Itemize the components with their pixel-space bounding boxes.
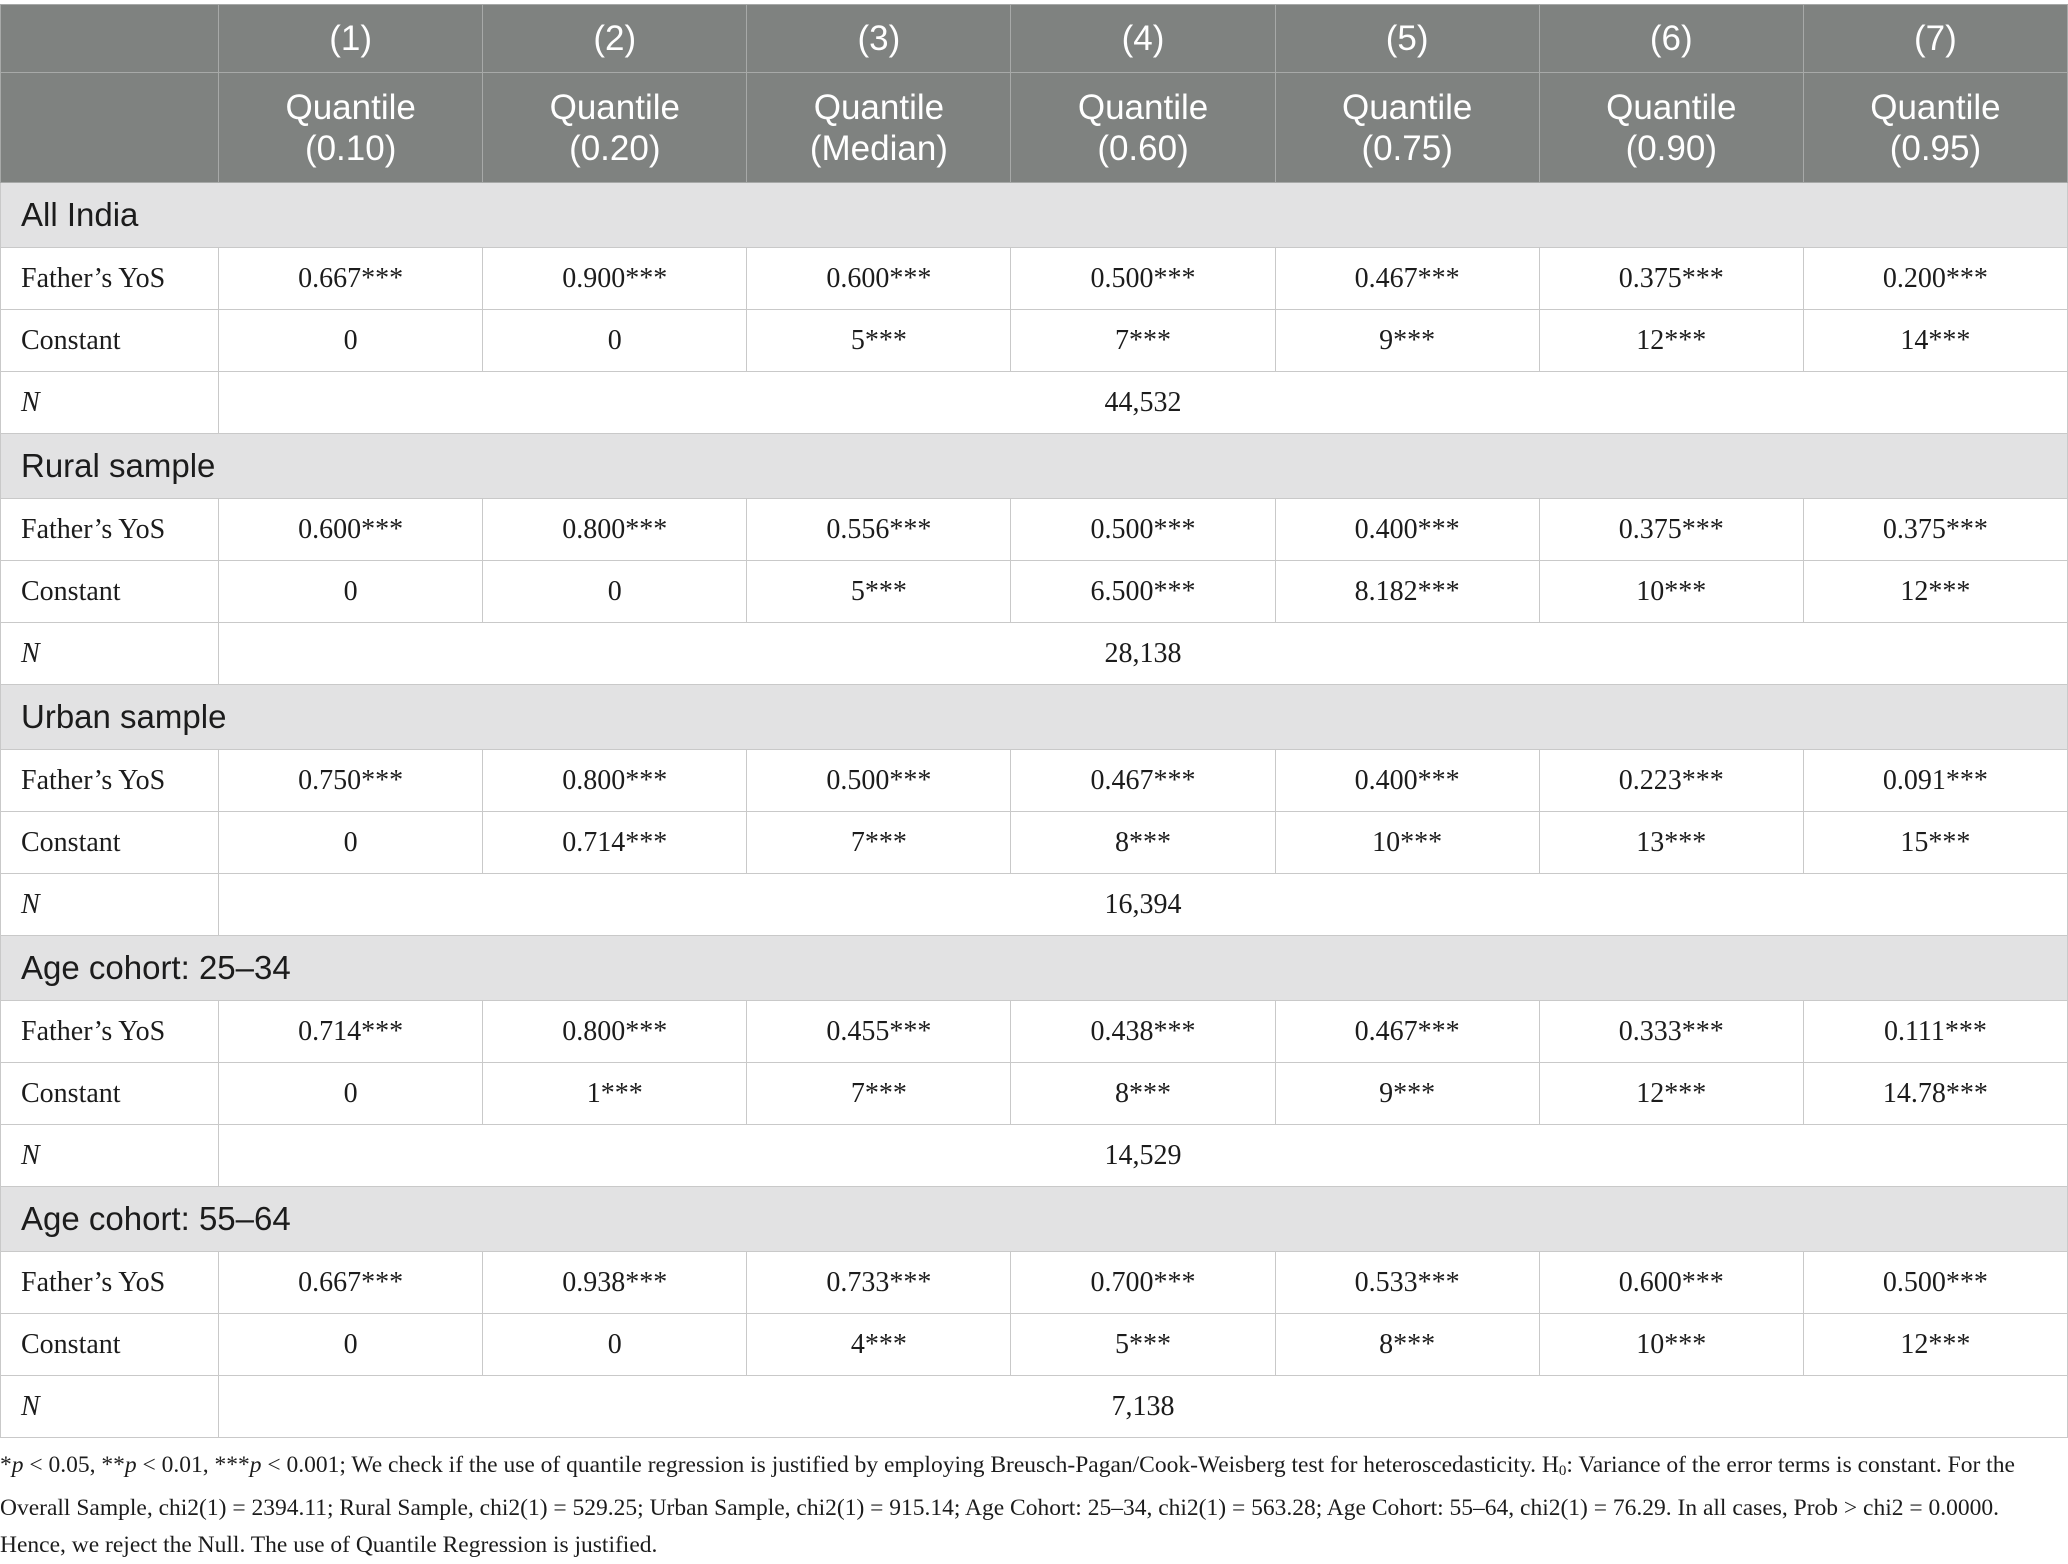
coefficient-cell: 0.400*** [1275,499,1539,561]
col-number: (1) [219,5,483,73]
row-label: Constant [1,812,219,874]
n-row [1,372,2068,434]
coefficient-cell: 14.78*** [1803,1063,2067,1125]
coefficient-cell: 13*** [1539,812,1803,874]
coefficient-cell: 7*** [747,812,1011,874]
quantile-value: (0.60) [1097,128,1189,168]
coefficient-cell: 0.938*** [483,1252,747,1314]
coefficient-cell: 0.400*** [1275,750,1539,812]
quantile-header [747,73,1011,183]
col-number: (7) [1803,5,2067,73]
row-label: Father’s YoS [1,248,219,310]
coefficient-cell: 0.455*** [747,1001,1011,1063]
coefficient-cell: 0.467*** [1275,1001,1539,1063]
coefficient-cell: 0.667*** [219,248,483,310]
table-body [1,183,2068,1438]
quantile-header [1803,73,2067,183]
father-yos-row [1,1252,2068,1314]
coefficient-cell: 0.800*** [483,499,747,561]
quantile-value: (0.10) [304,128,397,168]
coefficient-cell: 5*** [747,310,1011,372]
coefficient-cell: 0.375*** [1539,499,1803,561]
quantile-word: Quantile [1870,87,2001,127]
coefficient-cell: 0.200*** [1803,248,2067,310]
n-row [1,1125,2068,1187]
table-footnote [0,1447,2052,1564]
coefficient-cell: 5*** [1011,1314,1275,1376]
coefficient-cell: 9*** [1275,310,1539,372]
coefficient-cell: 7*** [1011,310,1275,372]
coefficient-cell: 10*** [1275,812,1539,874]
coefficient-cell: 0.600*** [219,499,483,561]
header-corner [1,73,219,183]
quantile-header [1539,73,1803,183]
col-number: (2) [483,5,747,73]
row-label: Constant [1,310,219,372]
coefficient-cell: 0.600*** [1539,1252,1803,1314]
coefficient-cell: 0 [219,561,483,623]
coefficient-cell: 0.800*** [483,1001,747,1063]
coefficient-cell: 0.533*** [1275,1252,1539,1314]
footnote-p: p [11,1452,24,1478]
section-header-row [1,936,2068,1001]
coefficient-cell: 0 [483,1314,747,1376]
row-label: Father’s YoS [1,1001,219,1063]
section-header-row [1,1187,2068,1252]
row-label: Constant [1,561,219,623]
col-number: (3) [747,5,1011,73]
sample-size-cell: 44,532 [219,372,2068,434]
coefficient-cell: 0.500*** [1803,1252,2067,1314]
coefficient-cell: 0.467*** [1011,750,1275,812]
header-corner [1,5,219,73]
footnote-p: p [124,1452,137,1478]
coefficient-cell: 0.333*** [1539,1001,1803,1063]
coefficient-cell: 0.714*** [483,812,747,874]
coefficient-cell: 10*** [1539,1314,1803,1376]
coefficient-cell: 0 [219,1314,483,1376]
coefficient-cell: 0.733*** [747,1252,1011,1314]
footnote-star: * [0,1452,12,1478]
quantile-word: Quantile [549,87,680,127]
table-header [1,5,2068,183]
coefficient-cell: 0 [219,310,483,372]
constant-row [1,561,2068,623]
col-number: (6) [1539,5,1803,73]
row-label: Constant [1,1063,219,1125]
coefficient-cell: 15*** [1803,812,2067,874]
coefficient-cell: 0.438*** [1011,1001,1275,1063]
row-label: N [1,1125,219,1187]
row-label: Father’s YoS [1,750,219,812]
sample-size-cell: 7,138 [219,1376,2068,1438]
row-label: Constant [1,1314,219,1376]
coefficient-cell: 0 [483,561,747,623]
coefficient-cell: 8*** [1275,1314,1539,1376]
footnote-subscript: 0 [1558,1463,1567,1479]
father-yos-row [1,499,2068,561]
quantile-regression-table [0,4,2068,1438]
sample-size-cell: 28,138 [219,623,2068,685]
coefficient-cell: 6.500*** [1011,561,1275,623]
constant-row [1,1063,2068,1125]
quantile-header [483,73,747,183]
quantile-label-row [1,73,2068,183]
quantile-header [1275,73,1539,183]
constant-row [1,1314,2068,1376]
coefficient-cell: 8*** [1011,812,1275,874]
coefficient-cell: 0 [483,310,747,372]
coefficient-cell: 0.111*** [1803,1001,2067,1063]
quantile-value: (0.20) [569,128,661,168]
footnote-text: < 0.001; We check if the use of quantile regression is justified by employing Breusch-Pagan/Cook-Weisberg test for heteroscedasticity. H [261,1452,1559,1478]
coefficient-cell: 8.182*** [1275,561,1539,623]
footnote-p: p [249,1452,262,1478]
father-yos-row [1,1001,2068,1063]
quantile-value: (0.75) [1361,128,1453,168]
quantile-value: (0.95) [1889,128,1982,168]
n-row [1,623,2068,685]
coefficient-cell: 0.500*** [1011,248,1275,310]
section-header-row [1,183,2068,248]
section-title: Age cohort: 55–64 [1,1187,2068,1252]
sample-size-cell: 16,394 [219,874,2068,936]
father-yos-row [1,750,2068,812]
section-header-row [1,434,2068,499]
coefficient-cell: 14*** [1803,310,2067,372]
coefficient-cell: 12*** [1803,561,2067,623]
coefficient-cell: 0 [219,1063,483,1125]
coefficient-cell: 0.500*** [1011,499,1275,561]
coefficient-cell: 1*** [483,1063,747,1125]
quantile-word: Quantile [285,87,416,127]
coefficient-cell: 0.800*** [483,750,747,812]
constant-row [1,310,2068,372]
quantile-value: (0.90) [1625,128,1717,168]
coefficient-cell: 0.700*** [1011,1252,1275,1314]
footnote-text: : Variance of the error terms is constant. For the Overall Sample, chi2(1) = 2394.11; Rural Sample, chi2(1) = 529.25; Urban Sample, chi2(1) = 915.14; Age Cohort: 25–34, chi2(1) = 563.28; Age Cohort: 55–64, chi2(1) = 76.29. In all cases, Prob > chi2 = 0.0000. Hence, we reject the Null. The use of Quantile Regression is justified. [0,1452,2015,1558]
quantile-word: Quantile [1606,87,1737,127]
quantile-value: (Median) [809,128,948,168]
coefficient-cell: 9*** [1275,1063,1539,1125]
coefficient-cell: 12*** [1539,310,1803,372]
section-title: Rural sample [1,434,2068,499]
row-label: N [1,1376,219,1438]
coefficient-cell: 0.750*** [219,750,483,812]
coefficient-cell: 0.600*** [747,248,1011,310]
row-label: Father’s YoS [1,1252,219,1314]
coefficient-cell: 0.667*** [219,1252,483,1314]
quantile-header [1011,73,1275,183]
row-label: N [1,874,219,936]
row-label: N [1,372,219,434]
coefficient-cell: 0.714*** [219,1001,483,1063]
sample-size-cell: 14,529 [219,1125,2068,1187]
quantile-word: Quantile [1341,87,1473,127]
coefficient-cell: 7*** [747,1063,1011,1125]
coefficient-cell: 0.375*** [1539,248,1803,310]
constant-row [1,812,2068,874]
coefficient-cell: 0 [219,812,483,874]
quantile-header [219,73,483,183]
section-title: All India [1,183,2068,248]
coefficient-cell: 0.223*** [1539,750,1803,812]
col-number: (4) [1011,5,1275,73]
quantile-word: Quantile [813,87,945,127]
coefficient-cell: 8*** [1011,1063,1275,1125]
row-label: N [1,623,219,685]
coefficient-cell: 5*** [747,561,1011,623]
coefficient-cell: 10*** [1539,561,1803,623]
section-header-row [1,685,2068,750]
quantile-word: Quantile [1077,87,1209,127]
coefficient-cell: 12*** [1539,1063,1803,1125]
footnote-text: < 0.01, *** [136,1452,250,1478]
column-number-row [1,5,2068,73]
n-row [1,874,2068,936]
coefficient-cell: 0.467*** [1275,248,1539,310]
coefficient-cell: 12*** [1803,1314,2067,1376]
section-title: Age cohort: 25–34 [1,936,2068,1001]
footnote-text: < 0.05, ** [23,1452,125,1478]
coefficient-cell: 0.091*** [1803,750,2067,812]
row-label: Father’s YoS [1,499,219,561]
coefficient-cell: 0.500*** [747,750,1011,812]
col-number: (5) [1275,5,1539,73]
coefficient-cell: 0.556*** [747,499,1011,561]
coefficient-cell: 0.375*** [1803,499,2067,561]
coefficient-cell: 4*** [747,1314,1011,1376]
section-title: Urban sample [1,685,2068,750]
coefficient-cell: 0.900*** [483,248,747,310]
father-yos-row [1,248,2068,310]
n-row [1,1376,2068,1438]
